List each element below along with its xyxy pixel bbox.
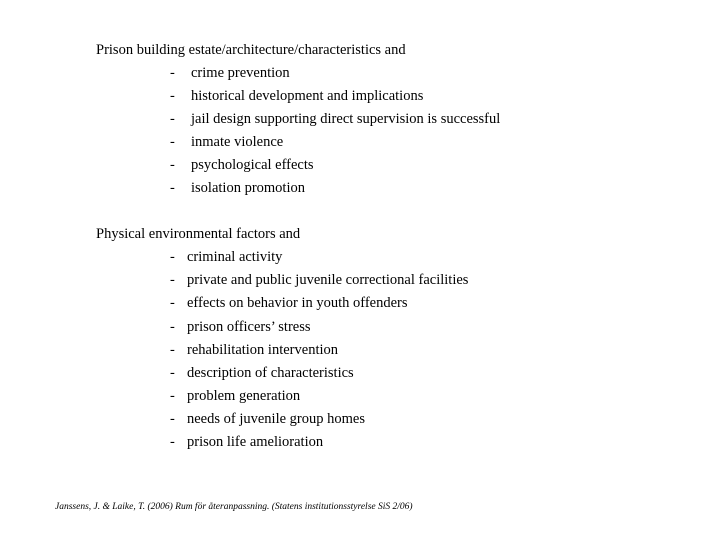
list-item-text: prison officers’ stress (187, 319, 311, 335)
list-item (170, 366, 354, 381)
list-item (170, 389, 300, 404)
citation-footer: Janssens, J. & Laike, T. (2006) Rum för återanpassning. (Statens institutionsstyrelse SiS 2/06) (55, 502, 413, 512)
list-item-text: problem generation (187, 388, 301, 404)
list-item-text: jail design supporting direct supervision is successful (191, 111, 501, 127)
list-item (170, 158, 314, 173)
list-item-text: historical development and implications (191, 88, 424, 104)
section-heading-prison-building: Prison building estate/architecture/characteristics and (96, 42, 406, 58)
list-item (170, 181, 305, 196)
list-item-text: inmate violence (191, 134, 284, 150)
list-item-text: effects on behavior in youth offenders (187, 295, 408, 311)
dash-bullet: - (170, 411, 175, 427)
dash-bullet: - (170, 249, 175, 265)
section-heading-physical-environment: Physical environmental factors and (96, 226, 301, 242)
dash-bullet: - (170, 295, 175, 311)
list-item-text: criminal activity (187, 249, 283, 265)
list-item (170, 343, 338, 358)
dash-bullet: - (170, 88, 175, 104)
list-item-text: prison life amelioration (187, 434, 324, 450)
list-item (170, 412, 365, 427)
list-item (170, 273, 468, 288)
dash-bullet: - (170, 319, 175, 335)
list-item-text: private and public juvenile correctional facilities (187, 272, 469, 288)
list-item-text: needs of juvenile group homes (187, 411, 365, 427)
list-item (170, 89, 423, 104)
list-item (170, 435, 323, 450)
dash-bullet: - (170, 342, 175, 358)
dash-bullet: - (170, 134, 175, 150)
dash-bullet: - (170, 157, 175, 173)
list-item-text: psychological effects (191, 157, 314, 173)
list-item (170, 112, 500, 127)
dash-bullet: - (170, 388, 175, 404)
dash-bullet: - (170, 180, 175, 196)
list-item-text: description of characteristics (187, 365, 354, 381)
dash-bullet: - (170, 65, 175, 81)
list-item (170, 66, 290, 81)
list-item-text: isolation promotion (191, 180, 305, 196)
list-item (170, 296, 408, 311)
list-item-text: crime prevention (191, 65, 290, 81)
dash-bullet: - (170, 365, 175, 381)
dash-bullet: - (170, 434, 175, 450)
list-item (170, 320, 311, 335)
list-item (170, 250, 282, 265)
list-item-text: rehabilitation intervention (187, 342, 338, 358)
dash-bullet: - (170, 111, 175, 127)
dash-bullet: - (170, 272, 175, 288)
list-item (170, 135, 283, 150)
